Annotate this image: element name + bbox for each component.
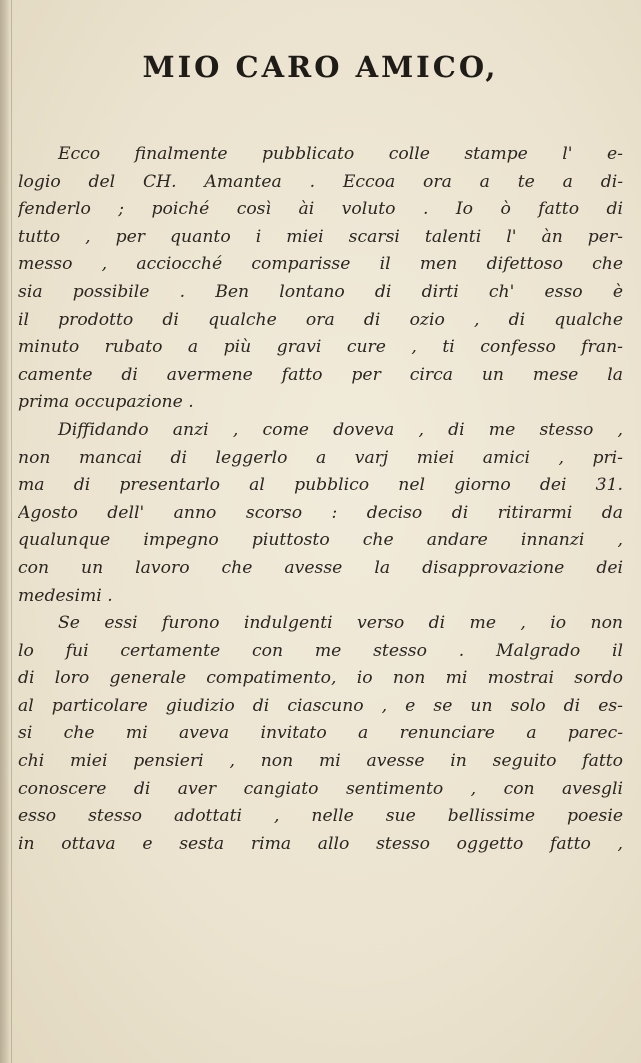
text-line: si che mi aveva invitato a renunciare a parec- (18, 723, 623, 744)
text-line: Agosto dell' anno scorso : deciso di ritirarmi da (18, 502, 623, 523)
text-line: il prodotto di qualche ora di ozio , di qualche (18, 309, 623, 330)
text-line: chi miei pensieri , non mi avesse in seguito fatto (18, 751, 623, 772)
text-line: lo fui certamente con me stesso . Malgrado il (18, 640, 623, 661)
text-line: Se essi furono indulgenti verso di me , io non (58, 613, 623, 634)
text-line: camente di avermene fatto per circa un mese la (18, 364, 623, 385)
text-line: al particolare giudizio di ciascuno , e se un solo di es- (18, 695, 623, 716)
page-binding-edge (0, 0, 10, 1063)
text-line: di loro generale compatimento, io non mi mostrai sordo (18, 668, 623, 689)
text-line: in ottava e sesta rima allo stesso oggetto fatto , (18, 833, 623, 854)
letter-body (18, 141, 623, 858)
text-line: Diffidando anzi , come doveva , di me stesso , (58, 419, 623, 440)
paragraph-1 (18, 141, 623, 417)
text-line: non mancai di leggerlo a varj miei amici , pri- (18, 447, 623, 468)
text-line: prima occupazione . (18, 392, 194, 413)
text-line: conoscere di aver cangiato sentimento , con avesgli (18, 778, 623, 799)
text-line: sia possibile . Ben lontano di dirti ch' esso è (18, 281, 623, 302)
page-binding-line (11, 0, 12, 1063)
text-line: ma di presentarlo al pubblico nel giorno dei 31. (18, 475, 623, 496)
text-line: logio del CH. Amantea . Eccoa ora a te a di- (18, 171, 623, 192)
text-line: medesimi . (18, 585, 113, 606)
paragraph-3 (18, 610, 623, 858)
text-line: tutto , per quanto i miei scarsi talenti l' àn per- (18, 226, 623, 247)
text-line: messo , acciocché comparisse il men difettoso che (18, 254, 623, 275)
text-line: qualunque impegno piuttosto che andare innanzi , (18, 530, 623, 551)
text-line: minuto rubato a più gravi cure , ti confesso fran- (18, 337, 623, 358)
text-line: fenderlo ; poiché così ài voluto . Io ò fatto di (18, 199, 623, 220)
paragraph-2 (18, 417, 623, 610)
text-line: Ecco finalmente pubblicato colle stampe l' e- (58, 144, 623, 164)
letter-salutation: MIO CARO AMICO, (142, 50, 499, 84)
text-line: con un lavoro che avesse la disapprovazione dei (18, 557, 623, 578)
text-line: esso stesso adottati , nelle sue bellissime poesie (18, 806, 623, 827)
